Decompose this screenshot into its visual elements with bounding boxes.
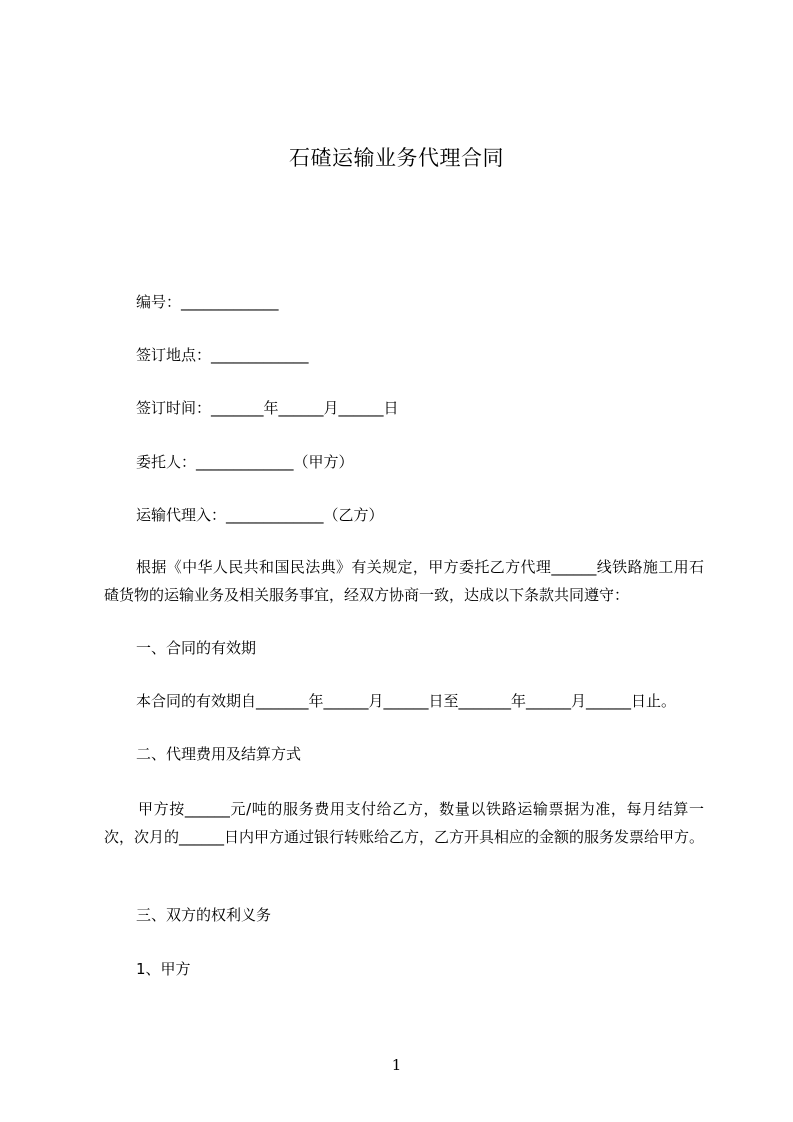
field-client: 委托人：_____________（甲方） <box>136 453 354 471</box>
field-signing-place: 签订地点：_____________ <box>136 346 309 364</box>
field-number: 编号：_____________ <box>136 293 279 311</box>
section-2-body: 甲方按______元/吨的服务费用支付给乙方，数量以铁路运输票据为准，每月结算一次，次月的______日内甲方通过银行转账给乙方，乙方开具相应的金额的服务发票给甲方。 <box>104 800 705 846</box>
section-3-heading: 三、双方的权利义务 <box>136 906 272 924</box>
section-1-heading: 一、合同的有效期 <box>136 639 257 657</box>
section-1-body: 本合同的有效期自_______年______月______日至_______年______月______日止。 <box>136 692 677 710</box>
section-2-heading: 二、代理费用及结算方式 <box>136 745 302 763</box>
preamble-paragraph: 根据《中华人民共和国民法典》有关规定，甲方委托乙方代理______线铁路施工用石碴货物的运输业务及相关服务事宜，经双方协商一致，达成以下条款共同遵守： <box>104 558 704 604</box>
page-number: 1 <box>391 1056 402 1074</box>
document-title: 石碴运输业务代理合同 <box>289 146 504 170</box>
section-3-sub-1: 1、甲方 <box>136 960 191 978</box>
field-agent: 运输代理入：_____________（乙方） <box>136 506 384 524</box>
field-signing-date: 签订时间：_______年______月______日 <box>136 399 399 417</box>
